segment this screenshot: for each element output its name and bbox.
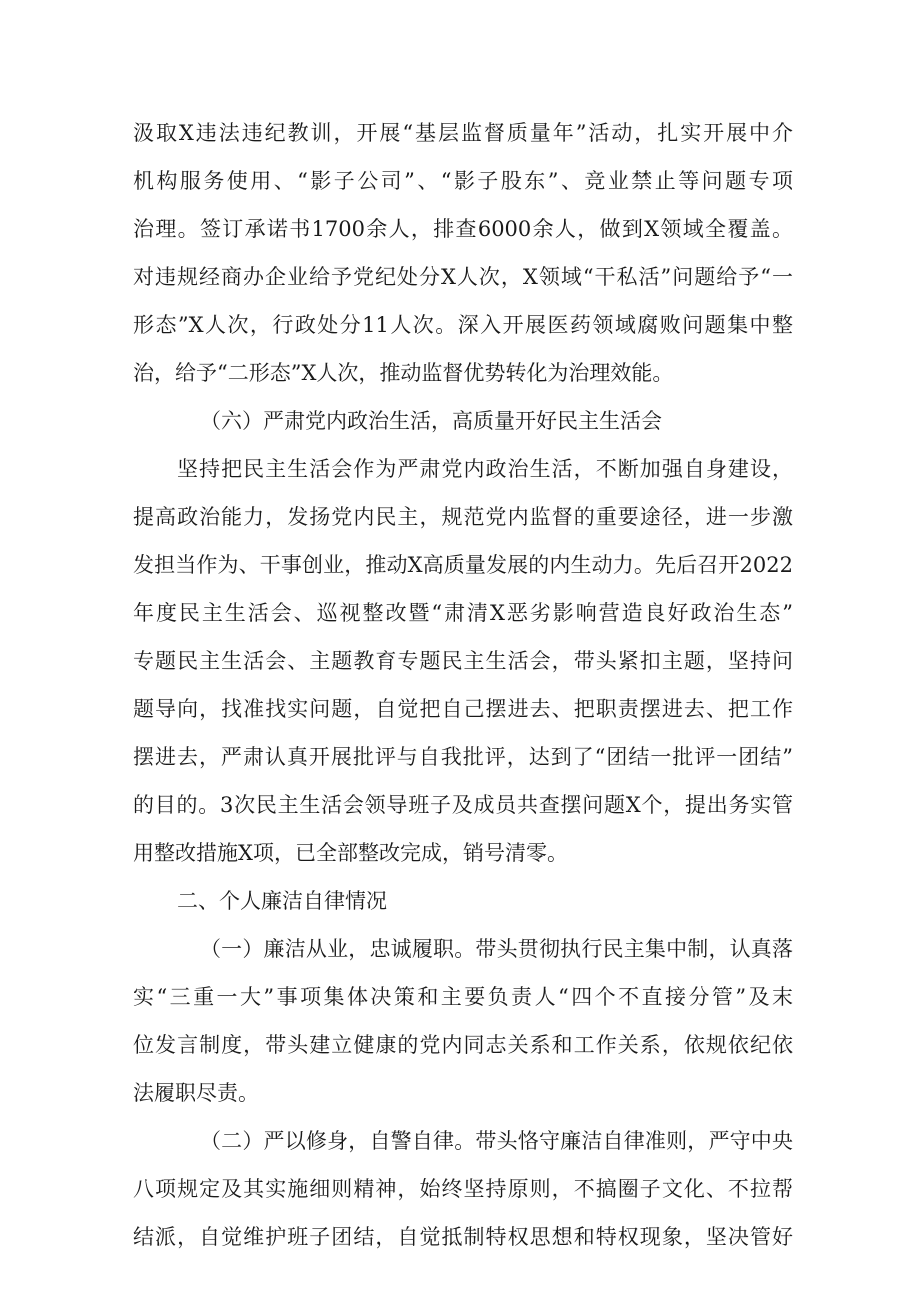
body-text-line: 坚持把民主生活会作为严肃党内政治生活，不断加强自身建设， (177, 457, 793, 481)
body-text-line: 形态”X人次，行政处分11人次。深入开展医药领域腐败问题集中整 (133, 313, 793, 337)
body-text-line: 年度民主生活会、巡视整改暨“肃清X恶劣影响营造良好政治生态” (133, 601, 793, 625)
body-text-line: 位发言制度，带头建立健康的党内同志关系和工作关系，依规依纪依 (133, 1033, 793, 1057)
body-text-line: 题导向，找准找实问题，自觉把自己摆进去、把职责摆进去、把工作 (133, 697, 793, 721)
body-text-line: 八项规定及其实施细则精神，始终坚持原则，不搞圈子文化、不拉帮 (133, 1177, 793, 1201)
body-text-line: 法履职尽责。 (133, 1081, 259, 1105)
body-text-line: 的目的。3次民主生活会领导班子及成员共查摆问题X个，提出务实管 (133, 793, 793, 817)
section-heading: （六）严肃党内政治生活，高质量开好民主生活会 (200, 409, 662, 433)
body-text-line: 提高政治能力，发扬党内民主，规范党内监督的重要途径，进一步激 (133, 505, 793, 529)
body-text-line: 治理。签订承诺书1700余人，排查6000余人，做到X领域全覆盖。 (133, 217, 793, 241)
body-text-line: 用整改措施X项，已全部整改完成，销号清零。 (133, 841, 568, 865)
body-text-line: 治，给予“二形态”X人次，推动监督优势转化为治理效能。 (133, 361, 674, 385)
body-text-line: 机构服务使用、“影子公司”、“影子股东”、竞业禁止等问题专项 (133, 169, 793, 193)
body-text-line: 实“三重一大”事项集体决策和主要负责人“四个不直接分管”及末 (133, 985, 793, 1009)
body-text-line: 结派，自觉维护班子团结，自觉抵制特权思想和特权现象，坚决管好 (133, 1225, 793, 1249)
body-text-line: 摆进去，严肃认真开展批评与自我批评，达到了“团结一批评一团结” (133, 745, 793, 769)
body-text-line: （二）严以修身，自警自律。带头恪守廉洁自律准则，严守中央 (200, 1129, 793, 1153)
body-text-line: 专题民主生活会、主题教育专题民主生活会，带头紧扣主题，坚持问 (133, 649, 793, 673)
body-text-line: （一）廉洁从业，忠诚履职。带头贯彻执行民主集中制，认真落 (200, 937, 793, 961)
body-text-line: 汲取X违法违纪教训，开展“基层监督质量年”活动，扎实开展中介 (133, 121, 793, 145)
body-text-line: 发担当作为、干事创业，推动X高质量发展的内生动力。先后召开2022 (133, 553, 793, 577)
section-heading: 二、个人廉洁自律情况 (177, 889, 387, 913)
body-text-line: 对违规经商办企业给予党纪处分X人次，X领域“干私活”问题给予“一 (133, 265, 793, 289)
